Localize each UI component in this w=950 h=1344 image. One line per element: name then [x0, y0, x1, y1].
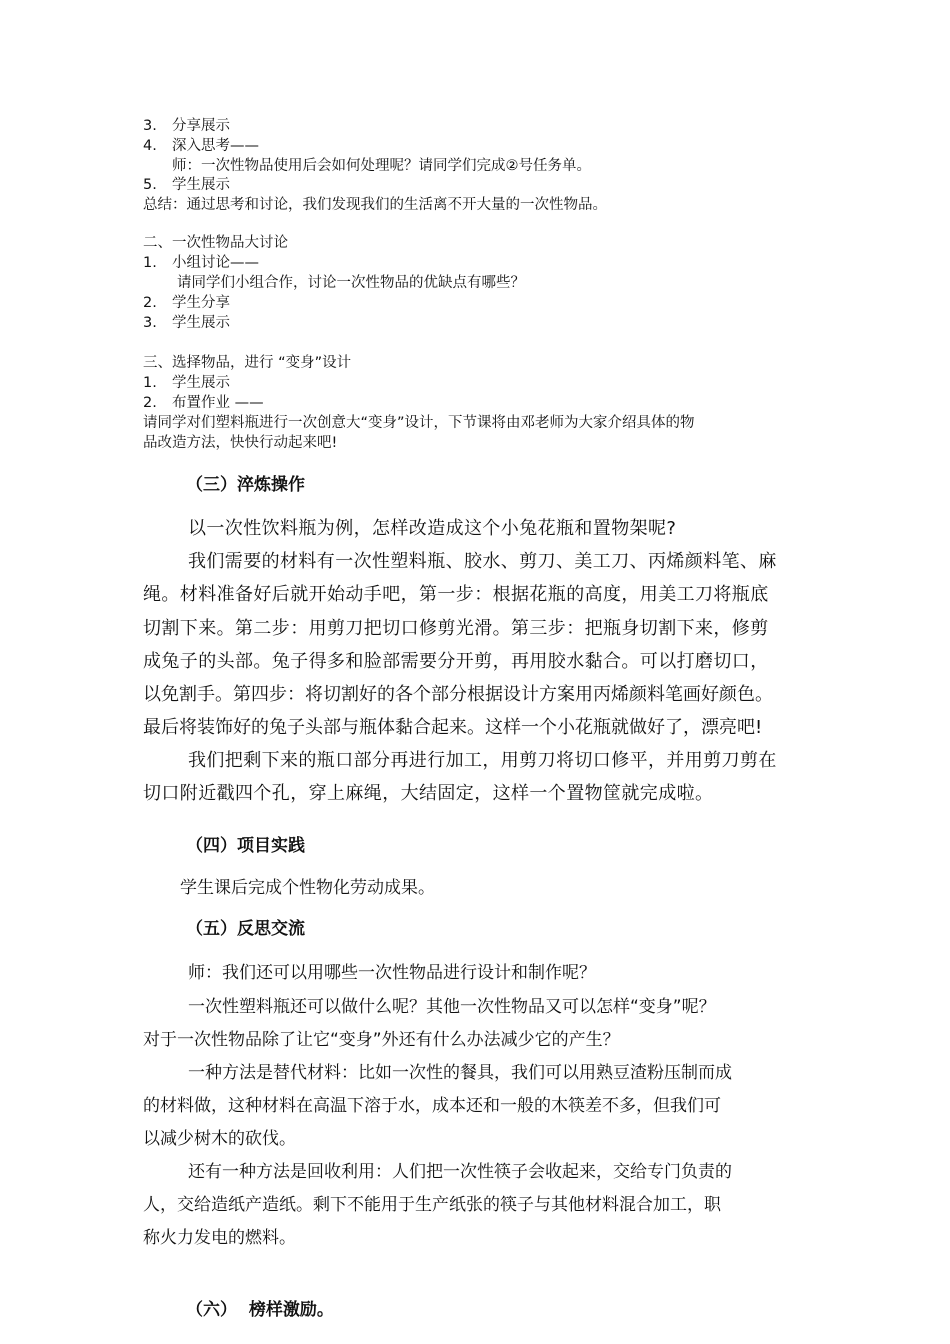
list-item-text: 分享展示 [172, 118, 230, 134]
reflection-paragraph-line: 一次性塑料瓶还可以做什么呢？其他一次性物品又可以怎样“变身”呢？ [188, 997, 716, 1017]
reflection-paragraph-line: 以减少树木的砍伐。 [143, 1129, 296, 1149]
project-heading: （四）项目实践 [186, 836, 305, 856]
list-item-subtext: 师：一次性物品使用后会如何处理呢？请同学们完成②号任务单。 [172, 158, 591, 174]
practice-paragraph-line: 以免割手。第四步：将切割好的各个部分根据设计方案用丙烯颜料笔画好颜色。 [143, 684, 773, 705]
list-item-text: 深入思考—— [172, 138, 259, 154]
list-number: 2. [143, 295, 157, 311]
practice-paragraph-line: 成兔子的头部。兔子得多和脸部需要分开剪，再用胶水黏合。可以打磨切口， [143, 651, 769, 672]
list-number: 1. [143, 375, 157, 391]
reflection-heading: （五）反思交流 [186, 919, 305, 939]
reflection-paragraph-line: 对于一次性物品除了让它“变身”外还有什么办法减少它的产生？ [143, 1030, 620, 1050]
list-item-text: 布置作业 —— [172, 395, 264, 411]
list-item-text: 小组讨论—— [172, 255, 259, 271]
homework-text: 品改造方法，快快行动起来吧! [143, 435, 338, 451]
incentive-heading: （六） 榜样激励。 [186, 1300, 334, 1320]
list-number: 1. [143, 255, 157, 271]
reflection-paragraph-line: 称火力发电的燃料。 [143, 1228, 296, 1248]
homework-text: 请同学对们塑料瓶进行一次创意大“变身”设计，下节课将由邓老师为大家介绍具体的物 [143, 415, 695, 431]
list-number: 3. [143, 118, 157, 134]
section-heading: 二、一次性物品大讨论 [143, 235, 288, 251]
section-heading: 三、选择物品，进行 “变身”设计 [143, 355, 352, 371]
practice-paragraph-line: 绳。材料准备好后就开始动手吧，第一步：根据花瓶的高度，用美工刀将瓶底 [143, 584, 769, 605]
practice-paragraph-line: 最后将装饰好的兔子头部与瓶体黏合起来。这样一个小花瓶就做好了，漂亮吧! [143, 717, 763, 738]
summary-text: 总结：通过思考和讨论，我们发现我们的生活离不开大量的一次性物品。 [143, 197, 607, 213]
project-text: 学生课后完成个性物化劳动成果。 [180, 878, 435, 898]
practice-paragraph-line: 我们把剩下来的瓶口部分再进行加工，用剪刀将切口修平，并用剪刀剪在 [188, 750, 777, 771]
reflection-paragraph-line: 一种方法是替代材料：比如一次性的餐具，我们可以用熟豆渣粉压制而成 [188, 1063, 732, 1083]
list-item-text: 学生分享 [172, 295, 230, 311]
list-item-text: 学生展示 [172, 177, 230, 193]
list-item-text: 学生展示 [172, 375, 230, 391]
reflection-paragraph-line: 的材料做，这种材料在高温下溶于水，成本还和一般的木筷差不多，但我们可 [143, 1096, 721, 1116]
reflection-paragraph-line: 师：我们还可以用哪些一次性物品进行设计和制作呢？ [188, 963, 596, 983]
reflection-paragraph-line: 还有一种方法是回收利用：人们把一次性筷子会收起来，交给专门负责的 [188, 1162, 732, 1182]
practice-heading: （三）淬炼操作 [186, 475, 305, 495]
reflection-paragraph-line: 人，交给造纸产造纸。剩下不能用于生产纸张的筷子与其他材料混合加工，职 [143, 1195, 721, 1215]
list-number: 5. [143, 177, 157, 193]
practice-paragraph-line: 以一次性饮料瓶为例，怎样改造成这个小兔花瓶和置物架呢? [188, 518, 677, 539]
list-item-text: 学生展示 [172, 315, 230, 331]
list-number: 4. [143, 138, 157, 154]
practice-paragraph-line: 切割下来。第二步：用剪刀把切口修剪光滑。第三步：把瓶身切割下来，修剪 [143, 618, 769, 639]
practice-paragraph-line: 切口附近戳四个孔，穿上麻绳，大结固定，这样一个置物筐就完成啦。 [143, 783, 714, 804]
list-item-subtext: 请同学们小组合作，讨论一次性物品的优缺点有哪些？ [177, 275, 525, 291]
list-number: 3. [143, 315, 157, 331]
list-number: 2. [143, 395, 157, 411]
practice-paragraph-line: 我们需要的材料有一次性塑料瓶、胶水、剪刀、美工刀、丙烯颜料笔、麻 [188, 551, 777, 572]
